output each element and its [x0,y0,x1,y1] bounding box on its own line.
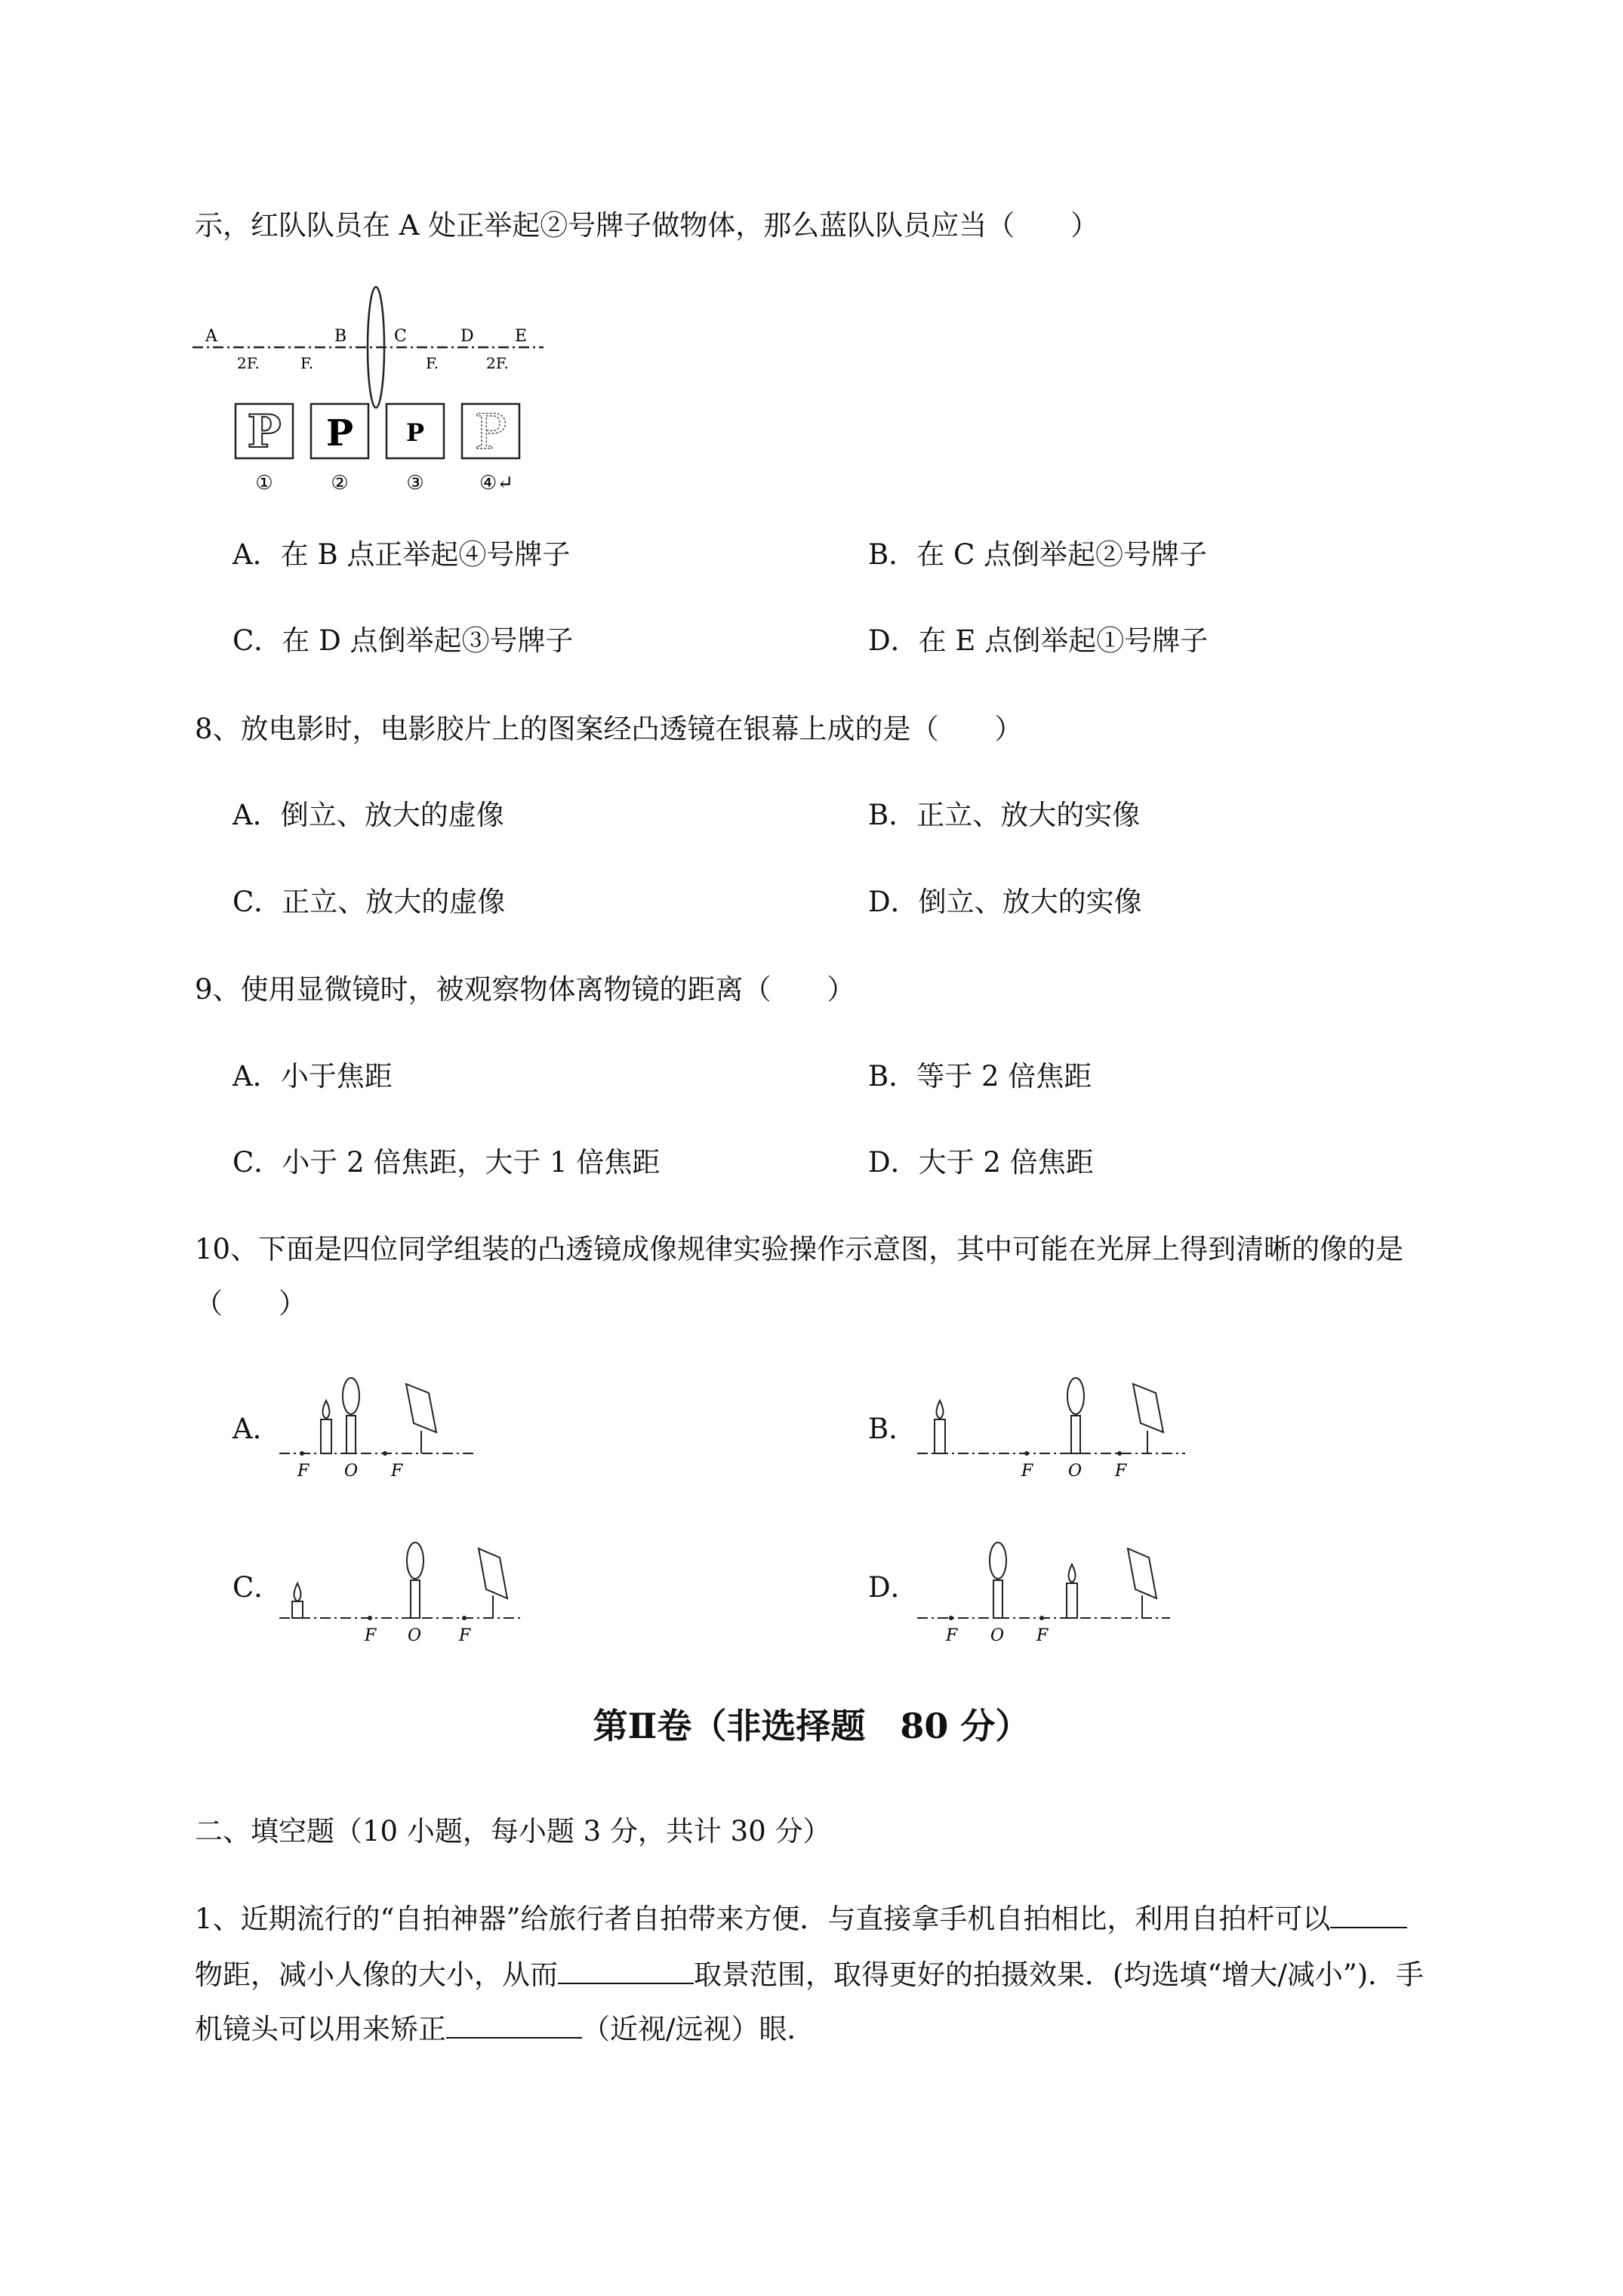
q10-a-label-f-left: F [297,1462,310,1481]
q10-option-b-label[interactable]: B． [868,1413,917,1445]
q9-stem: 9、使用显微镜时，被观察物体离物镜的距离（ ） [195,973,855,1006]
q9-option-a[interactable]: A．小于焦距 [233,1060,393,1093]
fill1-line3 [195,2011,815,2047]
q10-c-label-f-left: F [365,1626,377,1645]
q10-option-c-label[interactable]: C． [233,1571,282,1604]
q7-mark-2f-right: 2F. [486,354,509,372]
q7-card-1-letter: P [247,405,282,458]
fill1-line3-text-a: 机镜头可以用来矫正 [195,2013,446,2045]
q7-point-a: A [205,327,217,346]
q10-option-d-label[interactable]: D． [868,1571,919,1604]
q9-option-b[interactable]: B．等于 2 倍焦距 [868,1060,1092,1093]
fill1-line1-text: 1、近期流行的“自拍神器”给旅行者自拍带来方便．与直接拿手机自拍相比，利用自拍杆可以 [195,1903,1331,1935]
q7-card-3-letter: P [405,418,425,447]
fill1-line2 [195,1957,1424,1992]
q7-option-d[interactable]: D．在 E 点倒举起①号牌子 [868,624,1209,657]
q7-option-a[interactable]: A．在 B 点正举起④号牌子 [233,538,571,571]
fill1-blank-3[interactable] [446,2011,582,2039]
fill1-blank-1[interactable] [1330,1901,1407,1928]
q7-mark-f-right: F. [426,354,439,372]
q7-lens-figure [189,279,551,498]
q10-stem-line2: （ ） [195,1287,306,1320]
q10-d-label-f-left: F [946,1626,958,1645]
q10-diagram-b [917,1370,1189,1491]
q10-diagram-d [917,1529,1174,1650]
fill1-line2-text-b: 取景范围，取得更好的拍摄效果．(均选填“增大/减小”)．手 [694,1959,1424,1991]
fill1-line1 [195,1901,1407,1937]
fill1-blank-2[interactable] [558,1957,694,1984]
section2-subtitle: 二、填空题（10 小题，每小题 3 分，共计 30 分） [195,1815,831,1848]
q8-stem: 8、放电影时，电影胶片上的图案经凸透镜在银幕上成的是（ ） [195,713,1023,745]
q7-point-d: D [460,327,474,346]
q10-c-label-f-right: F [459,1626,471,1645]
q10-b-label-f-right: F [1115,1462,1127,1481]
q7-card-label-4: ④↵ [479,472,514,495]
q7-card-label-1: ① [255,472,273,495]
q7-card-2-letter: P [325,412,354,455]
q7-point-c: C [394,327,407,346]
q7-option-c[interactable]: C．在 D 点倒举起③号牌子 [233,624,574,657]
q10-stem-line1: 10、下面是四位同学组装的凸透镜成像规律实验操作示意图，其中可能在光屏上得到清晰的像的是 [195,1233,1404,1265]
q8-option-d[interactable]: D．倒立、放大的实像 [868,886,1142,918]
q8-option-b[interactable]: B．正立、放大的实像 [868,799,1141,831]
q7-stem-tail: 示，红队队员在 A 处正举起②号牌子做物体，那么蓝队队员应当（ ） [195,209,1099,242]
q10-d-label-f-right: F [1036,1626,1049,1645]
q7-option-b[interactable]: B．在 C 点倒举起②号牌子 [868,538,1208,571]
q10-d-label-o: O [990,1626,1005,1645]
q10-c-label-o: O [408,1626,422,1645]
q10-b-label-f-left: F [1021,1462,1033,1481]
q8-option-a[interactable]: A．倒立、放大的虚像 [233,799,504,831]
q7-point-e: E [515,327,528,346]
q10-b-label-o: O [1068,1462,1083,1481]
q7-mark-f-left: F. [300,354,314,372]
q10-diagram-a [279,1370,483,1491]
q9-option-d[interactable]: D．大于 2 倍焦距 [868,1146,1094,1179]
q7-card-label-2: ② [331,472,349,495]
q8-option-c[interactable]: C．正立、放大的虚像 [233,886,506,918]
q10-a-label-o: O [344,1462,359,1481]
q7-card-label-3: ③ [406,472,424,495]
fill1-line2-text-a: 物距，减小人像的大小，从而 [195,1959,558,1991]
section2-title: 第Ⅱ卷（非选择题 80 分） [593,1706,1030,1746]
q7-card-4-letter: P [474,405,507,461]
q10-option-a-label[interactable]: A． [233,1413,281,1445]
q10-diagram-c [279,1529,528,1650]
q9-option-c[interactable]: C．小于 2 倍焦距，大于 1 倍焦距 [233,1146,661,1179]
q10-a-label-f-right: F [391,1462,403,1481]
q7-point-b: B [334,327,347,346]
fill1-line3-text-b: （近视/远视）眼． [582,2013,815,2045]
q7-mark-2f-left: 2F. [237,354,260,372]
